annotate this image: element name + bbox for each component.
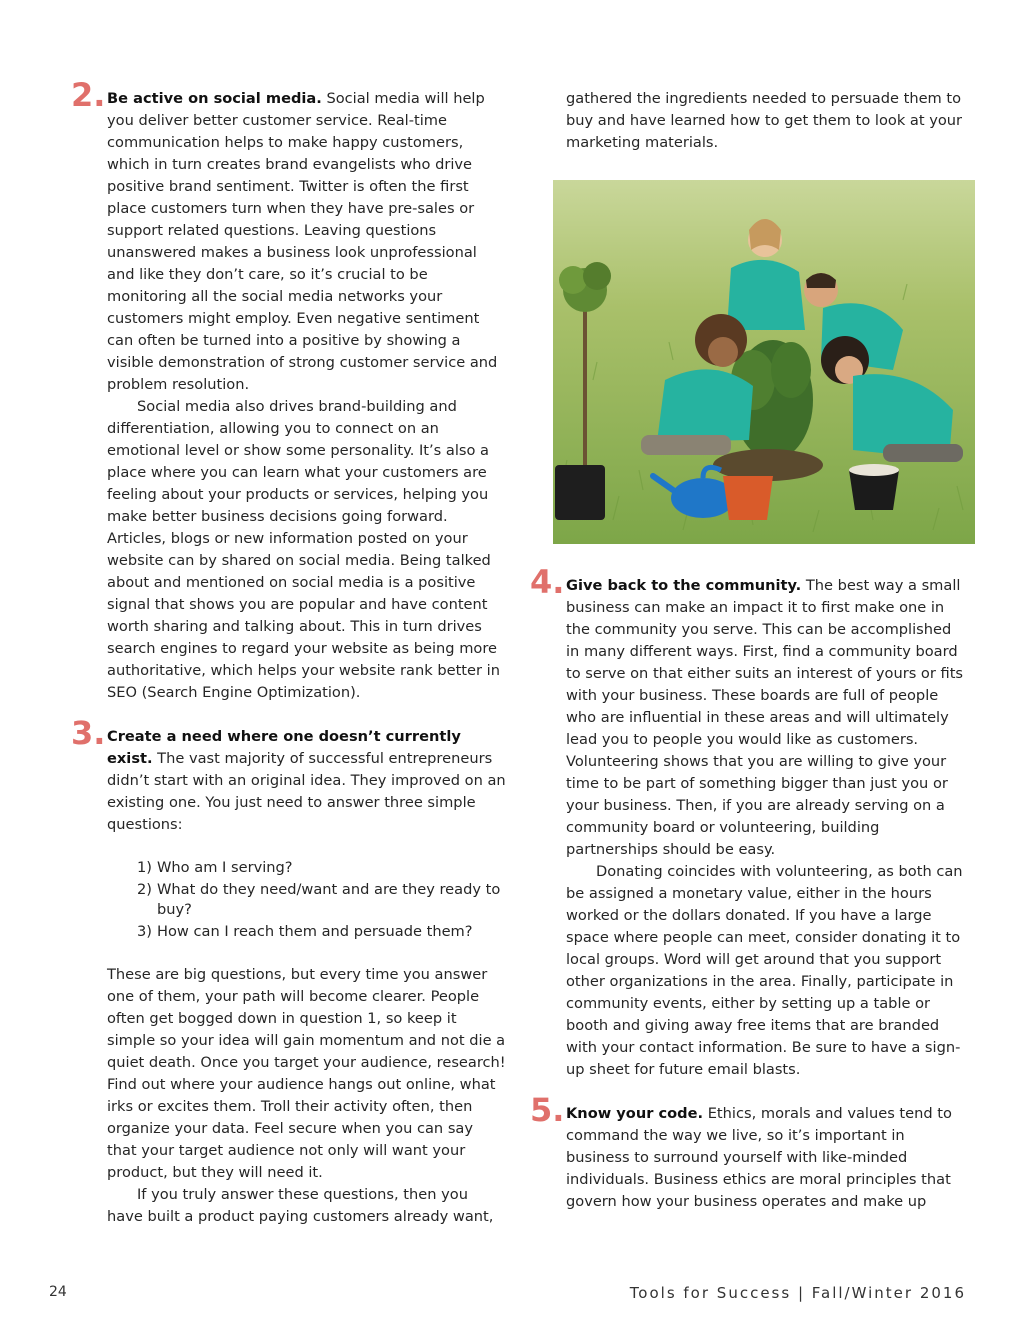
section-number: 2. — [71, 76, 106, 114]
section-2-paragraph-1 — [107, 88, 507, 396]
section-3-paragraph-3: If you truly answer these questions, then you have built a product paying customers already want, — [107, 1186, 494, 1225]
list-item — [137, 858, 507, 878]
section-3 — [71, 714, 507, 1228]
section-number: 3. — [71, 714, 106, 752]
section-2-heading: Be active on social media. — [107, 90, 322, 107]
page-number: 24 — [49, 1284, 67, 1300]
section-3-heading: Create a need where one doesn’t currently exist. — [107, 728, 461, 767]
volunteers-planting-photo — [553, 180, 975, 544]
section-4 — [530, 563, 968, 1081]
section-2-paragraph-2: Social media also drives brand-building and differentiation, allowing you to connect on an emotional level or show some personality. It’s also a place where you can learn what your customers are feeling about your products or services, helping you make better business decisions going forward. Articles, blogs or new information posted on your website can by shared on social media. Being talked about and mentioned on social media is a positive signal that shows you are popular and have content worth sharing and talking about. This in turn drives search engines to regard your website as being more authoritative, which helps your website rank better in SEO (Search Engine Optimization). — [107, 398, 500, 701]
question-list — [137, 858, 507, 942]
list-item — [137, 880, 507, 920]
section-4-text: The best way a small business can make an impact it to first make one in the community you serve. This can be accomplished in many different ways. First, find a community board to serve on that either suits an interest of yours or fits with your business. These boards are full of people who are influential in these areas and will ultimately lead you to people you would like as customers. Volunteering shows that you are willing to give your time to be part of something bigger than just you or your business. Then, if you are already serving on a community board or volunteering, building partnerships should be easy. — [566, 577, 964, 858]
section-5 — [530, 1091, 968, 1213]
section-2-text: Social media will help you deliver better customer service. Real-time communication helps to make happy customers, which in turn creates brand evangelists who drive positive brand sentiment. Twitter is often the first place customers turn when they have pre-sales or support related questions. Leaving questions unanswered makes a business look unprofessional and like they don’t care, so it’s crucial to be monitoring all the social media networks your customers might employ. Even negative sentiment can often be turned into a positive by showing a visible demonstration of strong customer service and problem resolution. — [107, 90, 498, 393]
list-item — [137, 922, 507, 942]
section-3-paragraph-1 — [107, 726, 507, 836]
section-4-heading: Give back to the community. — [566, 577, 802, 594]
right-column-top — [566, 88, 968, 154]
section-5-heading: Know your code. — [566, 1105, 704, 1122]
question-number: 1) — [137, 859, 152, 876]
question-text: What do they need/want and are they ready to buy? — [157, 881, 501, 918]
section-4-paragraph-2: Donating coincides with volunteering, as both can be assigned a monetary value, either in the hours worked or the dollars donated. If you have a large space where people can meet, consider donating it to local groups. Word will get around that you support other organizations in the area. Finally, participate in community events, either by setting up a table or booth and giving away free items that are branded with your contact information. Be sure to have a sign-up sheet for future email blasts. — [566, 863, 963, 1078]
section-3-paragraph-2: These are big questions, but every time you answer one of them, your path will become clearer. People often get bogged down in question 1, so keep it simple so your idea will gain momentum and not die a quiet death. Once you target your audience, research! Find out where your audience hangs out online, what irks or excites them. Troll their activity often, then organize your data. Feel secure when you can say that your target audience not only will want your product, but they will need it. — [107, 966, 506, 1181]
right-column-bottom — [530, 563, 968, 1213]
question-number: 3) — [137, 923, 152, 940]
section-number: 5. — [530, 1091, 565, 1129]
section-4-paragraph-1 — [566, 575, 968, 861]
question-text: How can I reach them and persuade them? — [157, 923, 473, 940]
question-text: Who am I serving? — [157, 859, 293, 876]
section-number: 4. — [530, 563, 565, 601]
section-3-text: The vast majority of successful entrepreneurs didn’t start with an original idea. They improved on an existing one. You just need to answer three simple questions: — [107, 750, 506, 833]
section-5-text: Ethics, morals and values tend to command the way we live, so it’s important in business to surround yourself with like-minded individuals. Business ethics are moral principles that govern how your business operates and make up — [566, 1105, 952, 1210]
section-2 — [71, 76, 507, 704]
spacer — [107, 704, 507, 726]
publication-footer: Tools for Success | Fall/Winter 2016 — [629, 1284, 966, 1302]
left-column — [71, 76, 507, 1228]
continuation-paragraph: gathered the ingredients needed to persuade them to buy and have learned how to get them to look at your marketing materials. — [566, 90, 963, 151]
question-number: 2) — [137, 881, 152, 898]
section-5-paragraph-1 — [566, 1103, 968, 1213]
spacer — [566, 1081, 968, 1103]
